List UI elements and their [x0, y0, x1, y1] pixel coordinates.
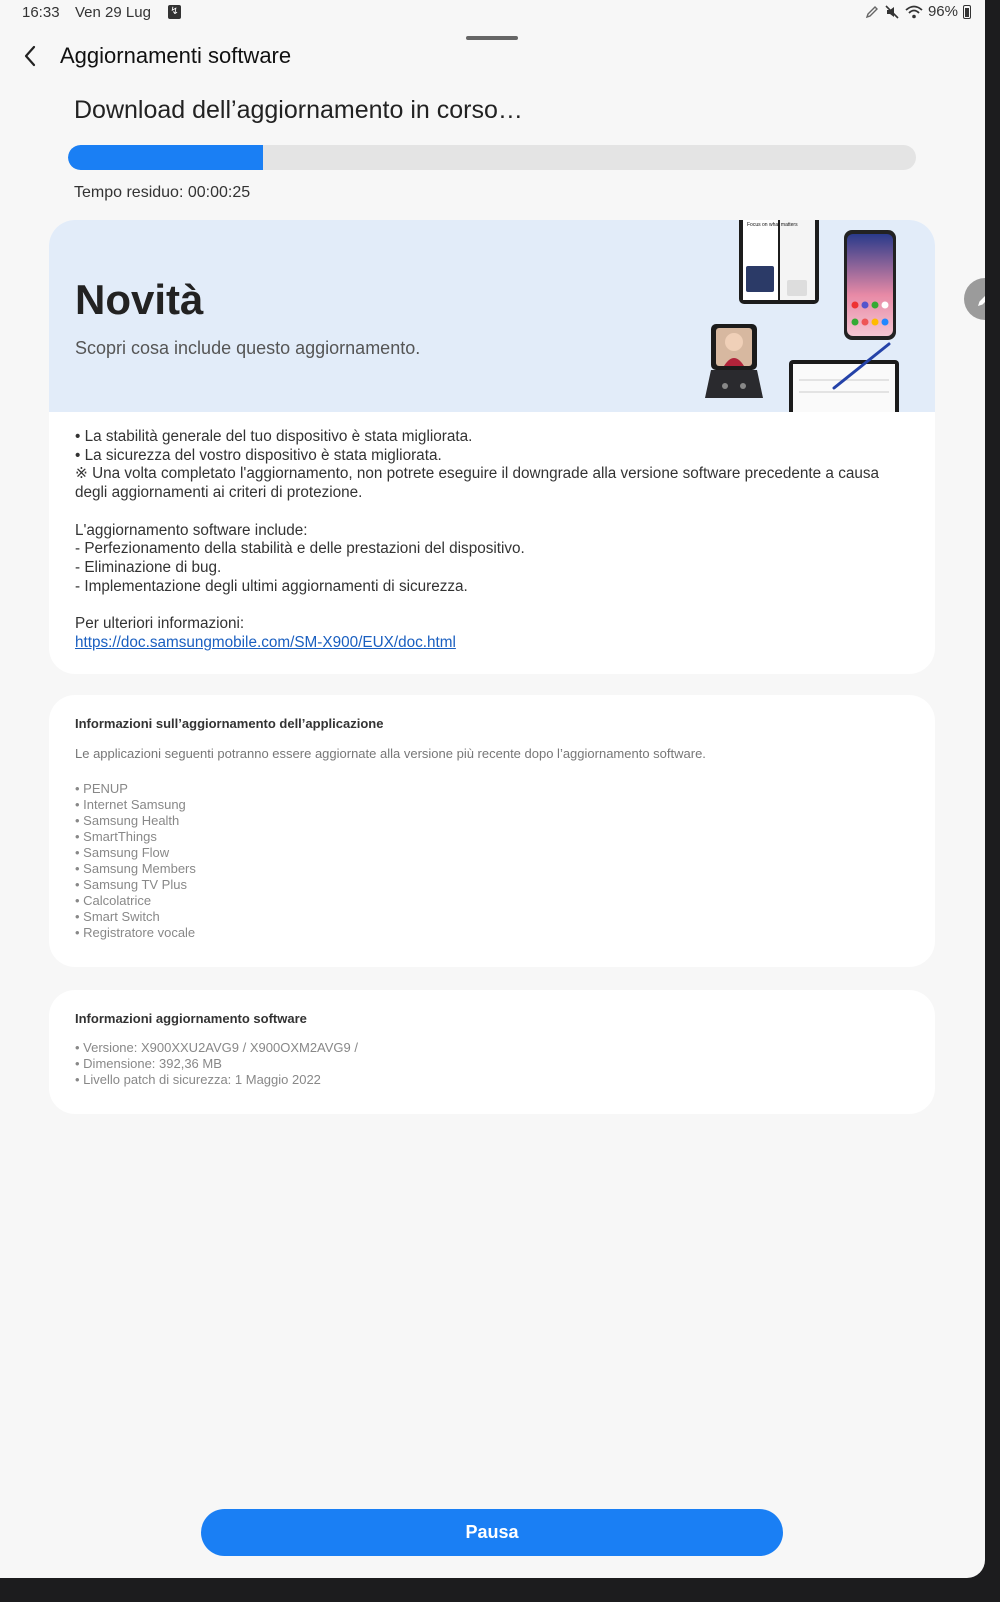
nfc-icon: ↯	[168, 5, 181, 19]
battery-percent: 96%	[927, 3, 958, 20]
drag-handle[interactable]	[466, 36, 518, 40]
list-item: • Samsung Health	[75, 813, 180, 828]
download-status-title: Download dell’aggiornamento in corso…	[74, 96, 523, 124]
whats-new-body	[75, 428, 915, 652]
download-progress-fill	[68, 145, 263, 170]
includes-item: - Implementazione degli ultimi aggiornamenti di sicurezza.	[75, 577, 468, 595]
pen-icon	[975, 289, 985, 309]
hero-phone-text: Focus on what matters	[747, 222, 798, 228]
list-item: • Registratore vocale	[75, 925, 196, 940]
status-time: 16:33	[22, 4, 60, 21]
pause-button[interactable]: Pausa	[201, 1509, 783, 1556]
mute-icon	[884, 4, 900, 20]
more-info-label: Per ulteriori informazioni:	[75, 615, 245, 632]
wifi-icon	[905, 5, 923, 19]
status-icons	[865, 3, 971, 20]
whats-new-line: ※ Una volta completato l'aggiornamento, non potrete eseguire il downgrade alla versione software precedente a causa degli aggiornamenti ai criteri di protezione.	[75, 465, 880, 502]
list-item: • Internet Samsung	[75, 797, 186, 812]
whats-new-line: • La stabilità generale del tuo dispositivo è stata migliorata.	[75, 428, 473, 445]
list-item: • Versione: X900XXU2AVG9 / X900OXM2AVG9 /	[75, 1040, 358, 1055]
includes-title: L'aggiornamento software include:	[75, 521, 308, 539]
chevron-left-icon	[23, 45, 37, 67]
pen-icon	[865, 5, 879, 19]
includes-item: - Eliminazione di bug.	[75, 558, 222, 576]
list-item: • Samsung Flow	[75, 845, 170, 860]
list-item: • Smart Switch	[75, 909, 160, 924]
page-title: Aggiornamenti software	[60, 43, 292, 68]
app-updates-list	[75, 781, 196, 941]
whats-new-subtitle: Scopri cosa include questo aggiornamento.	[75, 338, 421, 358]
app-updates-description: Le applicazioni seguenti potranno essere aggiornate alla versione più recente dopo l’aggiornamento software.	[75, 746, 706, 761]
whats-new-title: Novità	[75, 276, 204, 323]
list-item: • Livello patch di sicurezza: 1 Maggio 2022	[75, 1072, 321, 1087]
list-item: • Samsung TV Plus	[75, 877, 187, 892]
software-info-card	[49, 990, 935, 1114]
app-updates-card	[49, 695, 935, 967]
list-item: • Samsung Members	[75, 861, 196, 876]
time-remaining: Tempo residuo: 00:00:25	[74, 184, 251, 201]
back-button[interactable]	[14, 40, 46, 72]
more-info-link[interactable]: https://doc.samsungmobile.com/SM-X900/EUX/doc.html	[75, 633, 456, 651]
whats-new-card	[49, 220, 935, 674]
software-info-list	[75, 1040, 358, 1088]
list-item: • SmartThings	[75, 829, 157, 844]
download-progress-bar	[68, 145, 916, 170]
list-item: • Calcolatrice	[75, 893, 152, 908]
battery-icon	[963, 5, 971, 19]
devices-illustration	[689, 220, 919, 412]
whats-new-line: • La sicurezza del vostro dispositivo è stata migliorata.	[75, 446, 442, 464]
includes-item: - Perfezionamento della stabilità e delle prestazioni del dispositivo.	[75, 540, 525, 558]
list-item: • PENUP	[75, 781, 128, 796]
software-info-title: Informazioni aggiornamento software	[75, 1011, 307, 1026]
list-item: • Dimensione: 392,36 MB	[75, 1056, 222, 1071]
status-date: Ven 29 Lug	[75, 4, 151, 21]
status-bar	[0, 0, 985, 26]
whats-new-hero	[49, 220, 935, 412]
app-updates-title: Informazioni sull’aggiornamento dell’applicazione	[75, 716, 384, 731]
air-command-button[interactable]	[964, 278, 985, 320]
